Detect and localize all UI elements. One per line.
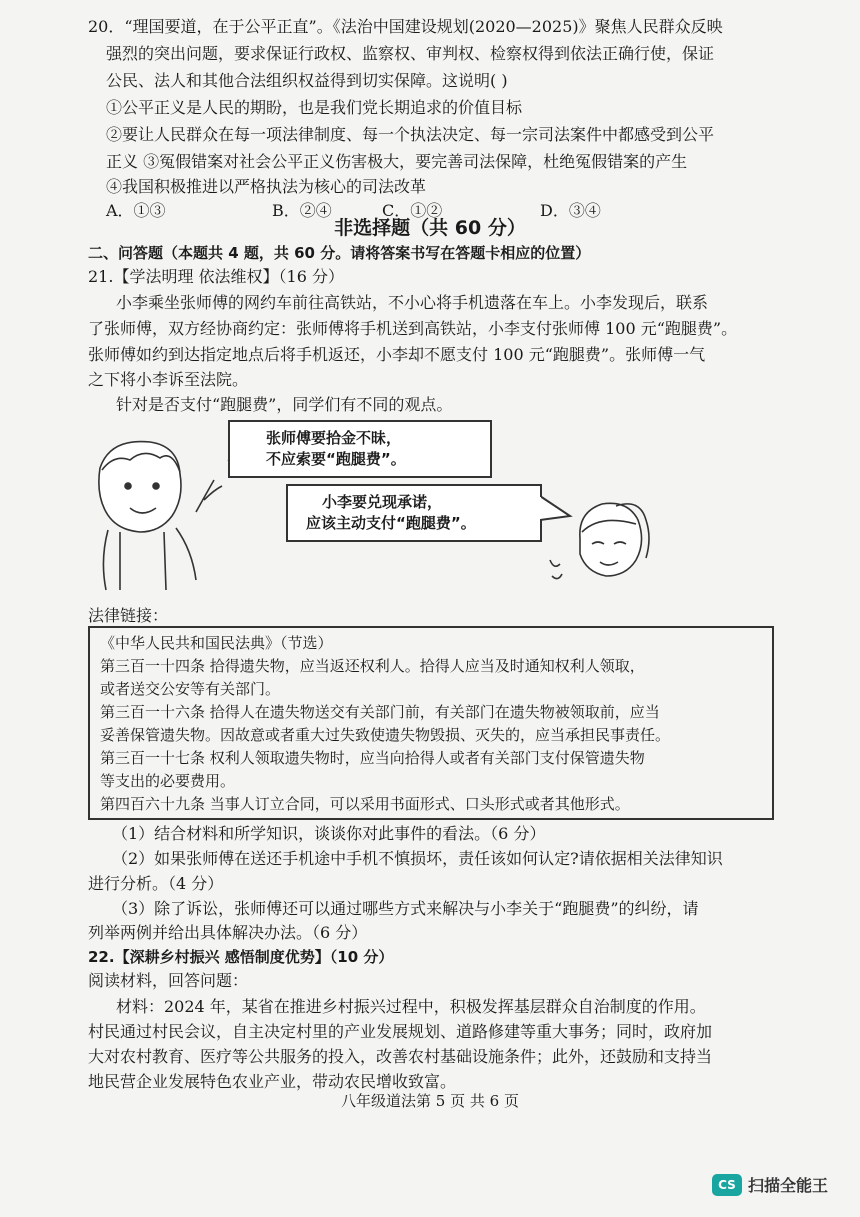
law-article-317b: 等支出的必要费用。	[100, 772, 236, 790]
q20-option2a: ②要让人民群众在每一项法律制度、每一个执法决定、每一宗司法案件中都感受到公平	[106, 125, 715, 144]
q20-line3: 公民、法人和其他合法组织权益得到切实保障。这说明( )	[106, 71, 508, 90]
q21-para3: 张师傅如约到达指定地点后将手机返还，小李却不愿支付 100 元“跑腿费”。张师傅一气	[88, 345, 706, 364]
bubble1-line1: 张师傅要拾金不昧，	[266, 429, 402, 447]
q20-option4: ④我国积极推进以严格执法为核心的司法改革	[106, 177, 427, 196]
q21-sub2a: （2）如果张师傅在送还手机途中手机不慎损坏，责任该如何认定?请依据相关法律知识	[112, 849, 723, 868]
law-title: 《中华人民共和国民法典》（节选）	[100, 634, 333, 652]
bubble2-tail	[540, 490, 580, 530]
q20-option2b: 正义 ③冤假错案对社会公平正义伤害极大，要完善司法保障，杜绝冤假错案的产生	[106, 152, 688, 171]
bubble1-line2: 不应索要“跑腿费”。	[266, 450, 406, 468]
q21-sub1: （1）结合材料和所学知识，谈谈你对此事件的看法。（6 分）	[112, 824, 546, 843]
q22-material4: 地民营企业发展特色农业产业，带动农民增收致富。	[88, 1072, 457, 1091]
q21-para2: 了张师傅，双方经协商约定：张师傅将手机送到高铁站，小李支付张师傅 100 元“跑腿费”。	[88, 319, 738, 338]
q20-choice-d: D．③④	[540, 201, 601, 220]
q21-sub2b: 进行分析。（4 分）	[88, 874, 224, 893]
q20-line2: 强烈的突出问题，要求保证行政权、监察权、审判权、检察权得到依法正确行使，保证	[106, 44, 715, 63]
section-instructions: 二、问答题（本题共 4 题，共 60 分。请将答案书写在答题卡相应的位置）	[88, 244, 591, 262]
bubble2-line2: 应该主动支付“跑腿费”。	[306, 514, 476, 532]
law-article-314b: 或者送交公安等有关部门。	[100, 680, 281, 698]
q22-material3: 大对农村教育、医疗等公共服务的投入，改善农村基础设施条件；此外，还鼓励和支持当	[88, 1047, 713, 1066]
q20-choice-b: B．②④	[272, 201, 332, 220]
law-article-317a: 第三百一十七条 权利人领取遗失物时，应当向拾得人或者有关部门支付保管遗失物	[100, 749, 645, 767]
page-footer: 八年级道法第 5 页 共 6 页	[341, 1092, 519, 1110]
q22-material2: 村民通过村民会议，自主决定村里的产业发展规划、道路修建等重大事务；同时，政府加	[88, 1022, 713, 1041]
q22-title: 22.【深耕乡村振兴 感悟制度优势】（10 分）	[88, 948, 394, 966]
law-article-314a: 第三百一十四条 拾得遗失物，应当返还权利人。拾得人应当及时通知权利人领取，	[100, 657, 645, 675]
q21-title: 21.【学法明理 依法维权】（16 分）	[88, 267, 344, 286]
q20-option1: ①公平正义是人民的期盼，也是我们党长期追求的价值目标	[106, 98, 523, 117]
q21-sub3a: （3）除了诉讼，张师傅还可以通过哪些方式来解决与小李关于“跑腿费”的纠纷，请	[112, 899, 699, 918]
q21-para4: 之下将小李诉至法院。	[88, 370, 249, 389]
law-link-label: 法律链接：	[88, 606, 169, 625]
q22-intro: 阅读材料，回答问题：	[88, 971, 249, 990]
q22-material1: 材料：2024 年，某省在推进乡村振兴过程中，积极发挥基层群众自治制度的作用。	[116, 997, 706, 1016]
boy-figure-icon	[99, 442, 222, 590]
bubble2-line1: 小李要兑现承诺，	[322, 493, 443, 511]
section-title: 非选择题（共 60 分）	[334, 217, 526, 239]
q21-para5: 针对是否支付“跑腿费”，同学们有不同的观点。	[116, 395, 453, 414]
law-article-316b: 妥善保管遗失物。因故意或者重大过失致使遗失物毁损、灭失的，应当承担民事责任。	[100, 726, 671, 744]
scanner-watermark	[712, 1173, 828, 1196]
law-article-469: 第四百六十九条 当事人订立合同，可以采用书面形式、口头形式或者其他形式。	[100, 795, 630, 813]
camscanner-brand-name: 扫描全能王	[748, 1176, 829, 1195]
q20-choice-a: A．①③	[106, 201, 166, 220]
q20-choice-c: C．①②	[382, 201, 443, 220]
q20-line1: 20．“理国要道，在于公平正直”。《法治中国建设规划(2020—2025)》聚焦人民群众反映	[88, 17, 723, 36]
law-article-316a: 第三百一十六条 拾得人在遗失物送交有关部门前，有关部门在遗失物被领取前，应当	[100, 703, 660, 721]
speech-bubble-2	[286, 484, 542, 542]
q21-sub3b: 列举两例并给出具体解决办法。（6 分）	[88, 923, 368, 942]
camscanner-logo-icon: CS	[712, 1174, 742, 1196]
q21-para1: 小李乘坐张师傅的网约车前往高铁站，不小心将手机遗落在车上。小李发现后，联系	[116, 293, 709, 312]
speech-bubble-1	[228, 420, 492, 478]
